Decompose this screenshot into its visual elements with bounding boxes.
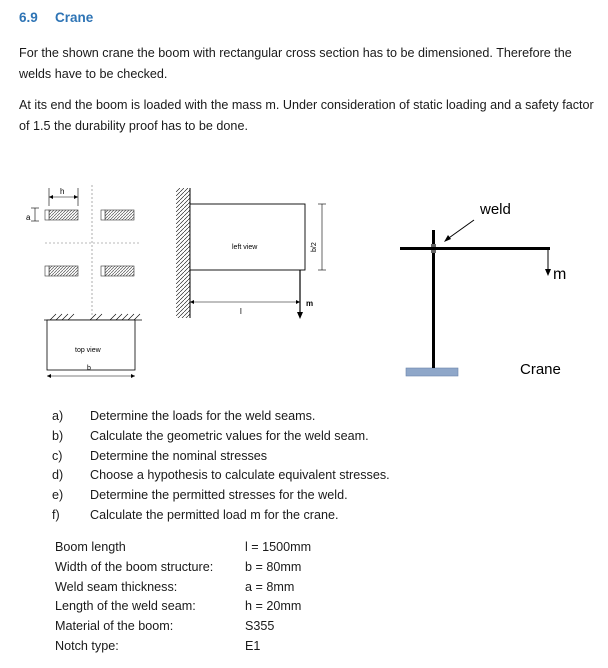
task-item: [52, 506, 390, 526]
parameter-label: Weld seam thickness:: [55, 579, 178, 594]
label-left-view: left view: [232, 244, 258, 251]
section-heading: [19, 10, 93, 25]
weld-section-top-left: [49, 210, 78, 220]
task-label: d): [52, 468, 64, 483]
dim-label-b-half: b/2: [311, 242, 318, 252]
parameter-label: Length of the weld seam:: [55, 599, 196, 614]
task-text: Determine the nominal stresses: [90, 448, 268, 463]
dim-label-h: h: [60, 187, 65, 196]
top-view-plate: [47, 320, 135, 370]
weld-section-top-right: [105, 210, 134, 220]
task-item: [52, 486, 390, 506]
intro-paragraph-2: At its end the boom is loaded with the mass m. Under consideration of static loading and a safety factor of 1.5 the durability proof has to be done.: [19, 98, 594, 133]
task-list: [52, 407, 390, 526]
task-label: c): [52, 448, 63, 463]
task-text: Determine the loads for the weld seams.: [90, 409, 316, 423]
task-label: f): [52, 507, 60, 522]
task-text: Determine the permitted stresses for the weld.: [90, 488, 348, 503]
task-item: [52, 407, 390, 427]
parameter-table: [55, 538, 311, 657]
cross-section-sketch: [26, 185, 142, 378]
parameter-row: [55, 578, 311, 598]
crane-figure: [0, 180, 608, 390]
weld-section-bottom-left: [49, 266, 78, 276]
task-item: [52, 427, 390, 447]
crane-label: Crane: [520, 361, 561, 378]
task-label: a): [52, 409, 64, 423]
crane-mass-label: m: [553, 266, 567, 283]
section-number: 6.9: [19, 10, 38, 25]
boom-left-view: [190, 204, 305, 270]
parameter-value: h = 20mm: [245, 599, 302, 614]
crane-sketch: [400, 201, 566, 378]
dim-label-b: b: [87, 365, 91, 372]
dim-label-a: a: [26, 213, 31, 222]
parameter-value: E1: [245, 638, 261, 653]
task-text: Calculate the geometric values for the weld seam.: [90, 428, 369, 443]
task-label: e): [52, 488, 64, 503]
parameter-value: S355: [245, 619, 275, 634]
parameter-value: l = 1500mm: [245, 540, 312, 554]
task-text: Choose a hypothesis to calculate equivalent stresses.: [90, 468, 390, 483]
load-label-m: m: [306, 299, 314, 308]
task-text: Calculate the permitted load m for the crane.: [90, 507, 339, 522]
dim-label-l: l: [240, 307, 242, 316]
crane-boom: [400, 247, 550, 250]
parameter-row: [55, 617, 311, 637]
parameter-row: [55, 637, 311, 657]
task-item: [52, 466, 390, 486]
parameter-row: [55, 538, 311, 558]
weld-section-bottom-right: [105, 266, 134, 276]
parameter-label: Material of the boom:: [55, 619, 174, 634]
parameter-label: Width of the boom structure:: [55, 559, 214, 574]
intro-paragraph-1: For the shown crane the boom with rectangular cross section has to be dimensioned. Therefore the welds have to be checked.: [19, 46, 572, 81]
parameter-value: a = 8mm: [245, 579, 295, 594]
section-title: Crane: [55, 10, 94, 25]
left-view-sketch: [176, 188, 326, 319]
label-top-view: top view: [75, 347, 101, 354]
weld-label: weld: [480, 201, 511, 218]
parameter-value: b = 80mm: [245, 559, 302, 574]
parameter-row: [55, 597, 311, 617]
parameter-label: Boom length: [55, 540, 126, 554]
task-label: b): [52, 428, 64, 443]
crane-base: [406, 368, 458, 376]
parameter-row: [55, 558, 311, 578]
parameter-label: Notch type:: [55, 638, 119, 653]
task-item: [52, 447, 390, 467]
